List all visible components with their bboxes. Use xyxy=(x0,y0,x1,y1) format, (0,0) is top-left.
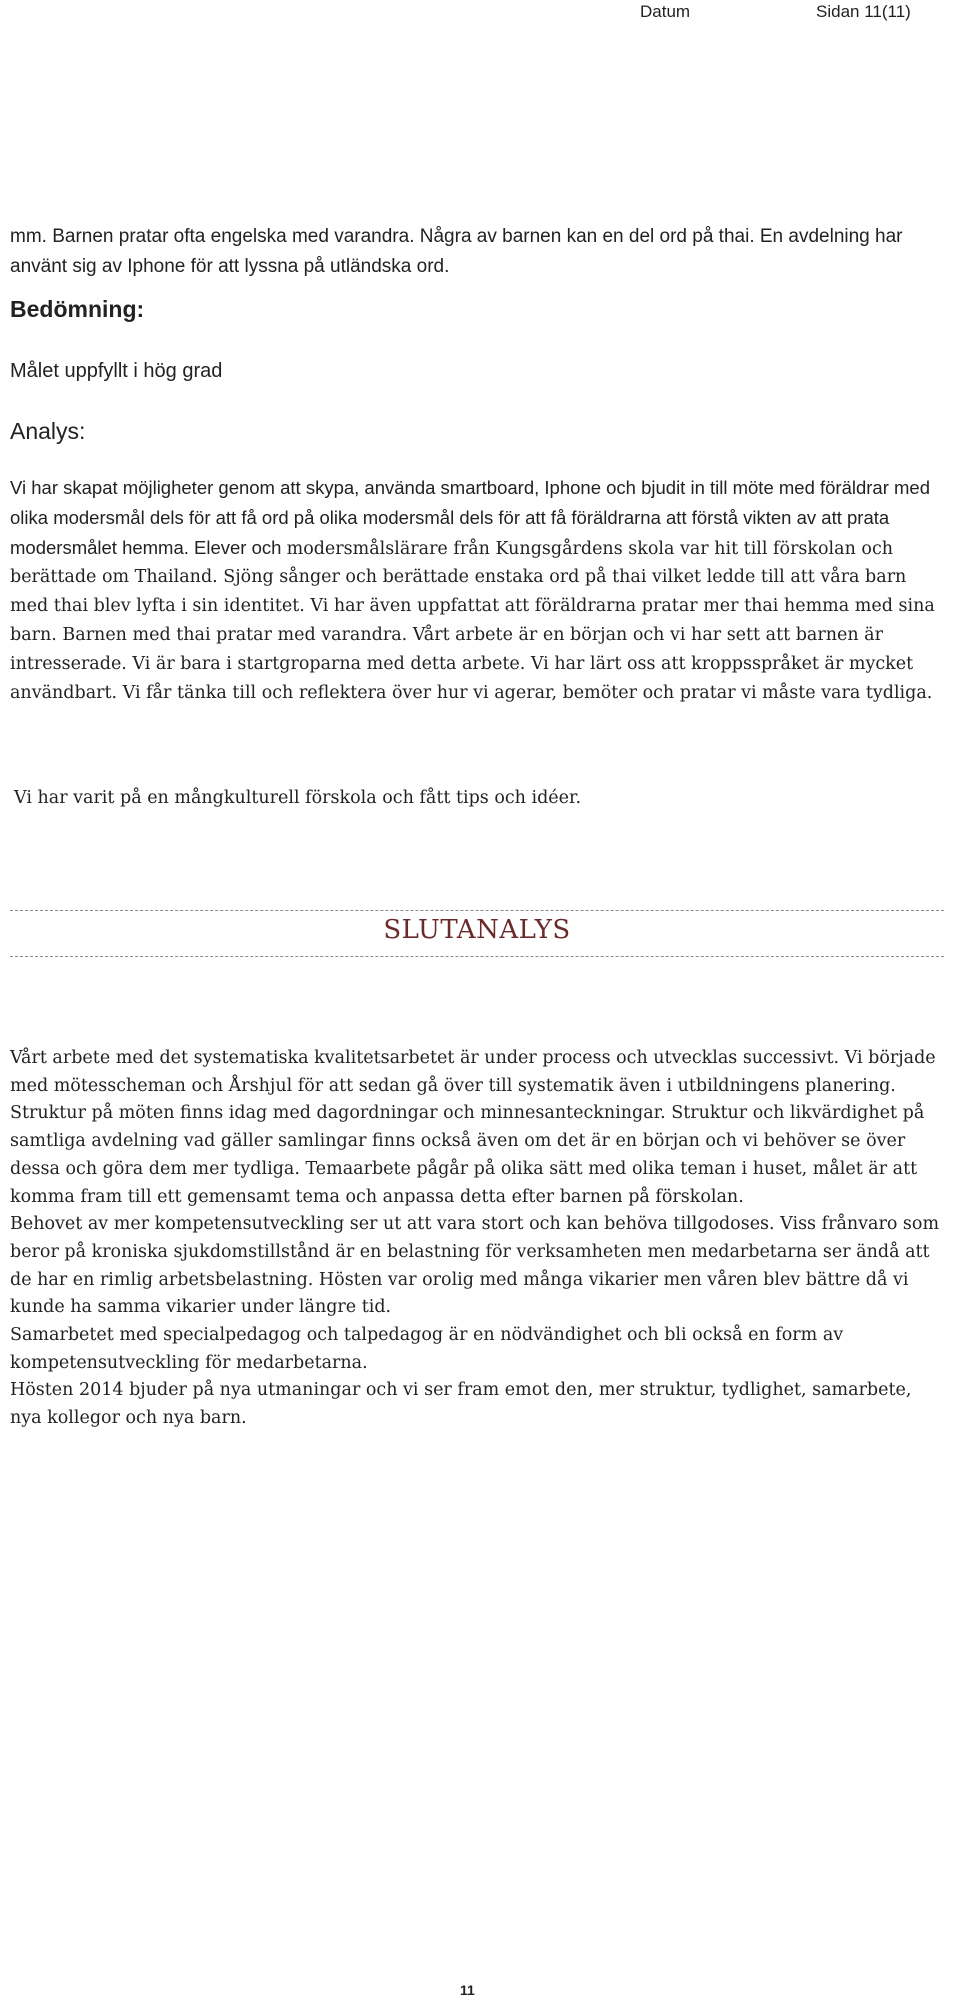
analysis-paragraph-part2: modersmålslärare från Kungsgårdens skola var hit till förskolan och berättade om Thailand. Sjöng sånger och berättade enstaka ord på thai vilket ledde till att våra barn med thai blev lyfta i sin identitet. Vi har även uppfattat att föräldrarna pratar mer thai hemma med sina barn. Barnen med thai pratar med varandra. Vårt arbete är en början och vi har sett att barnen är intresserade. Vi är bara i startgroparna med detta arbete. Vi har lärt oss att kroppsspråket är mycket användbart. Vi får tänka till och reflektera över hur vi agerar, bemöter och pratar vi måste vara tydliga. xyxy=(10,538,935,703)
final-analysis-paragraph: Vårt arbete med det systematiska kvalitetsarbetet är under process och utvecklas successivt. Vi började med mötesscheman och Årshjul för att sedan gå över till systematik även i utbildningens planering. Struktur på möten finns idag med dagordningar och minnesanteckningar. Struktur och likvärdighet på samtliga avdelning vad gäller samlingar finns också även om det är en början och vi behöver se över dessa och göra dem mer tydliga. Temaarbete pågår på olika sätt med olika teman i huset, målet är att komma fram till ett gemensamt tema och anpassa detta efter barnen på förskolan. xyxy=(10,1048,936,1207)
final-analysis-paragraph: Hösten 2014 bjuder på nya utmaningar och vi ser fram emot den, mer struktur, tydlighet, samarbete, nya kollegor och nya barn. xyxy=(10,1380,912,1429)
page-header xyxy=(0,2,960,24)
assessment-heading: Bedömning: xyxy=(10,296,145,322)
final-analysis-body xyxy=(10,1045,945,1433)
header-page-label: Sidan 11(11) xyxy=(816,2,911,21)
final-analysis-paragraph: Samarbetet med specialpedagog och talpedagog är en nödvändighet och bli också en form av kompetensutveckling för medarbetarna. xyxy=(10,1325,844,1373)
intro-paragraph: mm. Barnen pratar ofta engelska med varandra. Några av barnen kan en del ord på thai. En avdelning har använt sig av Iphone för att lyssna på utländska ord. xyxy=(10,226,903,277)
analysis-heading: Analys: xyxy=(10,418,86,444)
analysis-closing-line: Vi har varit på en mångkulturell förskola och fått tips och idéer. xyxy=(14,788,582,808)
analysis-paragraph xyxy=(10,474,945,707)
footer-page-number: 11 xyxy=(460,1982,475,1998)
final-analysis-paragraph: Behovet av mer kompetensutveckling ser ut att vara stort och kan behöva tillgodoses. Viss frånvaro som beror på kroniska sjukdomstillstånd är en belastning för verksamheten men medarbetarna ser ändå att de har en rimlig arbetsbelastning. Hösten var orolig med många vikarier men våren blev bättre då vi kunde ha samma vikarier under längre tid. xyxy=(10,1214,940,1318)
heading-rule-top xyxy=(10,910,944,911)
header-date-label: Datum xyxy=(640,2,691,21)
assessment-text: Målet uppfyllt i hög grad xyxy=(10,360,223,382)
heading-rule-bottom xyxy=(10,956,944,957)
analysis-paragraph-part1: Vi har skapat möjligheter genom att skypa, använda smartboard, Iphone och bjudit in till möte med föräldrar med olika modersmål dels för att få ord på olika modersmål dels för att få föräldrarna att förstå vikten av att prata modersmålet hemma. Elever och xyxy=(10,477,931,558)
final-analysis-heading: SLUTANALYS xyxy=(383,915,571,945)
